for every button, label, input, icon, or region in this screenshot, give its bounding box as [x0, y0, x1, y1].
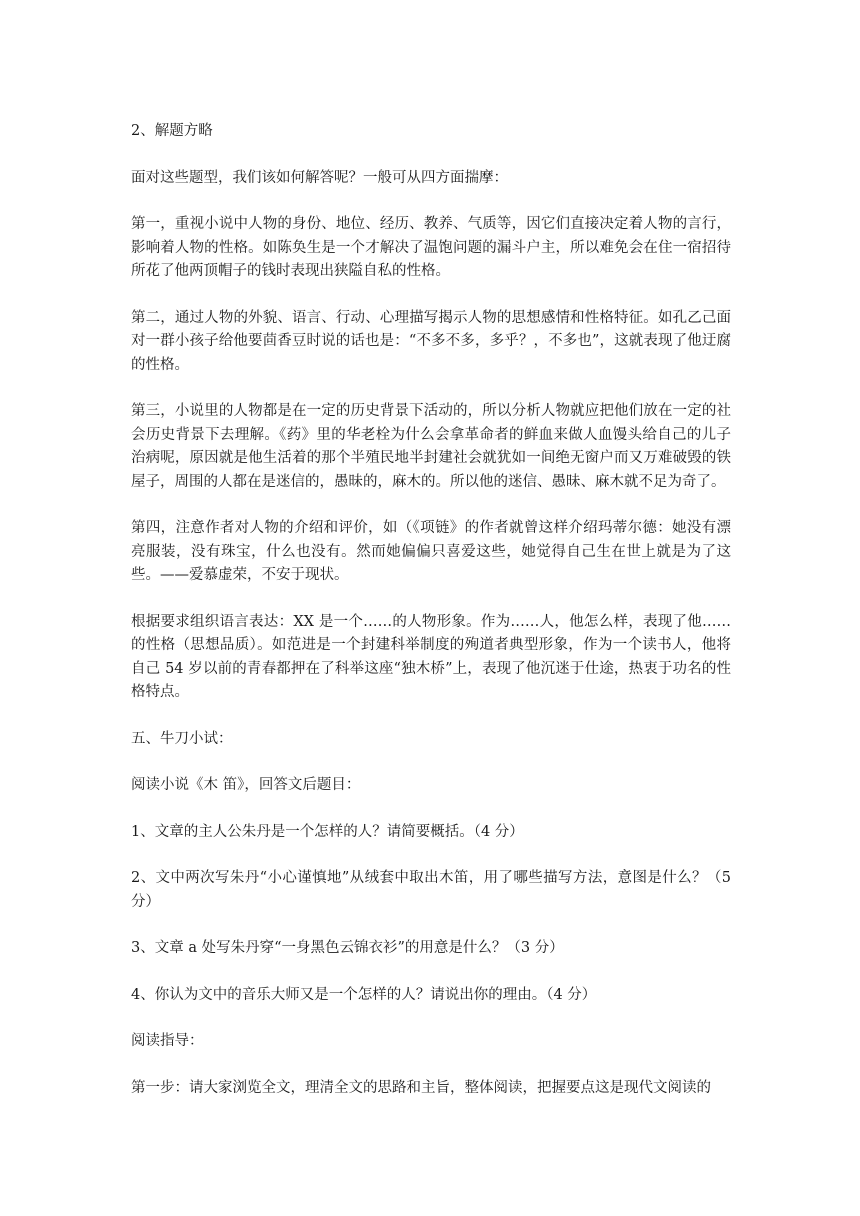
- question-1: 1、文章的主人公朱丹是一个怎样的人？请简要概括。（4 分）: [131, 823, 524, 840]
- method-four-paragraph: 第四，注意作者对人物的介绍和评价，如（《项链》的作者就曾这样介绍玛蒂尔德：她没有漂亮服装，没有珠宝，什么也没有。然而她偏偏只喜爱这些，她觉得自己生在世上就是为了这些。——爱慕虚荣，不安于现状。: [131, 520, 731, 583]
- expression-template-paragraph: 根据要求组织语言表达：XX 是一个……的人物形象。作为……人，他怎么样，表现了他……的性格（思想品质）。如范进是一个封建科举制度的殉道者典型形象，作为一个读书人，他将自己 54 岁以前的青春都押在了科举这座“独木桥”上，表现了他沉迷于仕途，热衷于功名的性格特点。: [131, 613, 731, 700]
- intro-paragraph: 面对这些题型，我们该如何解答呢？一般可从四方面揣摩：: [131, 169, 508, 186]
- step-one-paragraph: 第一步：请大家浏览全文，理清全文的思路和主旨，整体阅读，把握要点这是现代文阅读的: [131, 1079, 711, 1096]
- section-heading-practice: 五、牛刀小试：: [131, 730, 233, 747]
- method-one-paragraph: 第一，重视小说中人物的身份、地位、经历、教养、气质等，因它们直接决定着人物的言行，影响着人物的性格。如陈奂生是一个才解决了温饱问题的漏斗户主，所以难免会在住一宿招待所花了他两顶帽子的钱时表现出狭隘自私的性格。: [131, 216, 731, 279]
- reading-guide-heading: 阅读指导：: [131, 1033, 204, 1049]
- document-body: [131, 120, 731, 1123]
- question-4: 4、你认为文中的音乐大师又是一个怎样的人？请说出你的理由。（4 分）: [131, 986, 597, 1003]
- reading-instruction: 阅读小说《木 笛》，回答文后题目：: [131, 777, 361, 793]
- method-two-paragraph: 第二，通过人物的外貌、语言、行动、心理描写揭示人物的思想感情和性格特征。如孔乙己面对一群小孩子给他要茴香豆时说的话也是：“不多不多，多乎？，不多也”，这就表现了他迂腐的性格。: [131, 309, 731, 373]
- question-3: 3、文章 a 处写朱丹穿“一身黑色云锦衣衫”的用意是什么？（3 分）: [131, 940, 564, 956]
- section-heading-strategy: 2、解题方略: [131, 123, 213, 139]
- method-three-paragraph: 第三，小说里的人物都是在一定的历史背景下活动的，所以分析人物就应把他们放在一定的社会历史背景下去理解。《药》里的华老栓为什么会拿革命者的鲜血来做人血馒头给自己的儿子治病呢，原因就是他生活着的那个半殖民地半封建社会就犹如一间绝无窗户而又万难破毁的铁屋子，周围的人都在是迷信的，愚昧的，麻木的。所以他的迷信、愚昧、麻木就不足为奇了。: [131, 403, 731, 490]
- question-2: 2、文中两次写朱丹“小心谨慎地”从绒套中取出木笛，用了哪些描写方法，意图是什么？（5 分）: [131, 870, 731, 910]
